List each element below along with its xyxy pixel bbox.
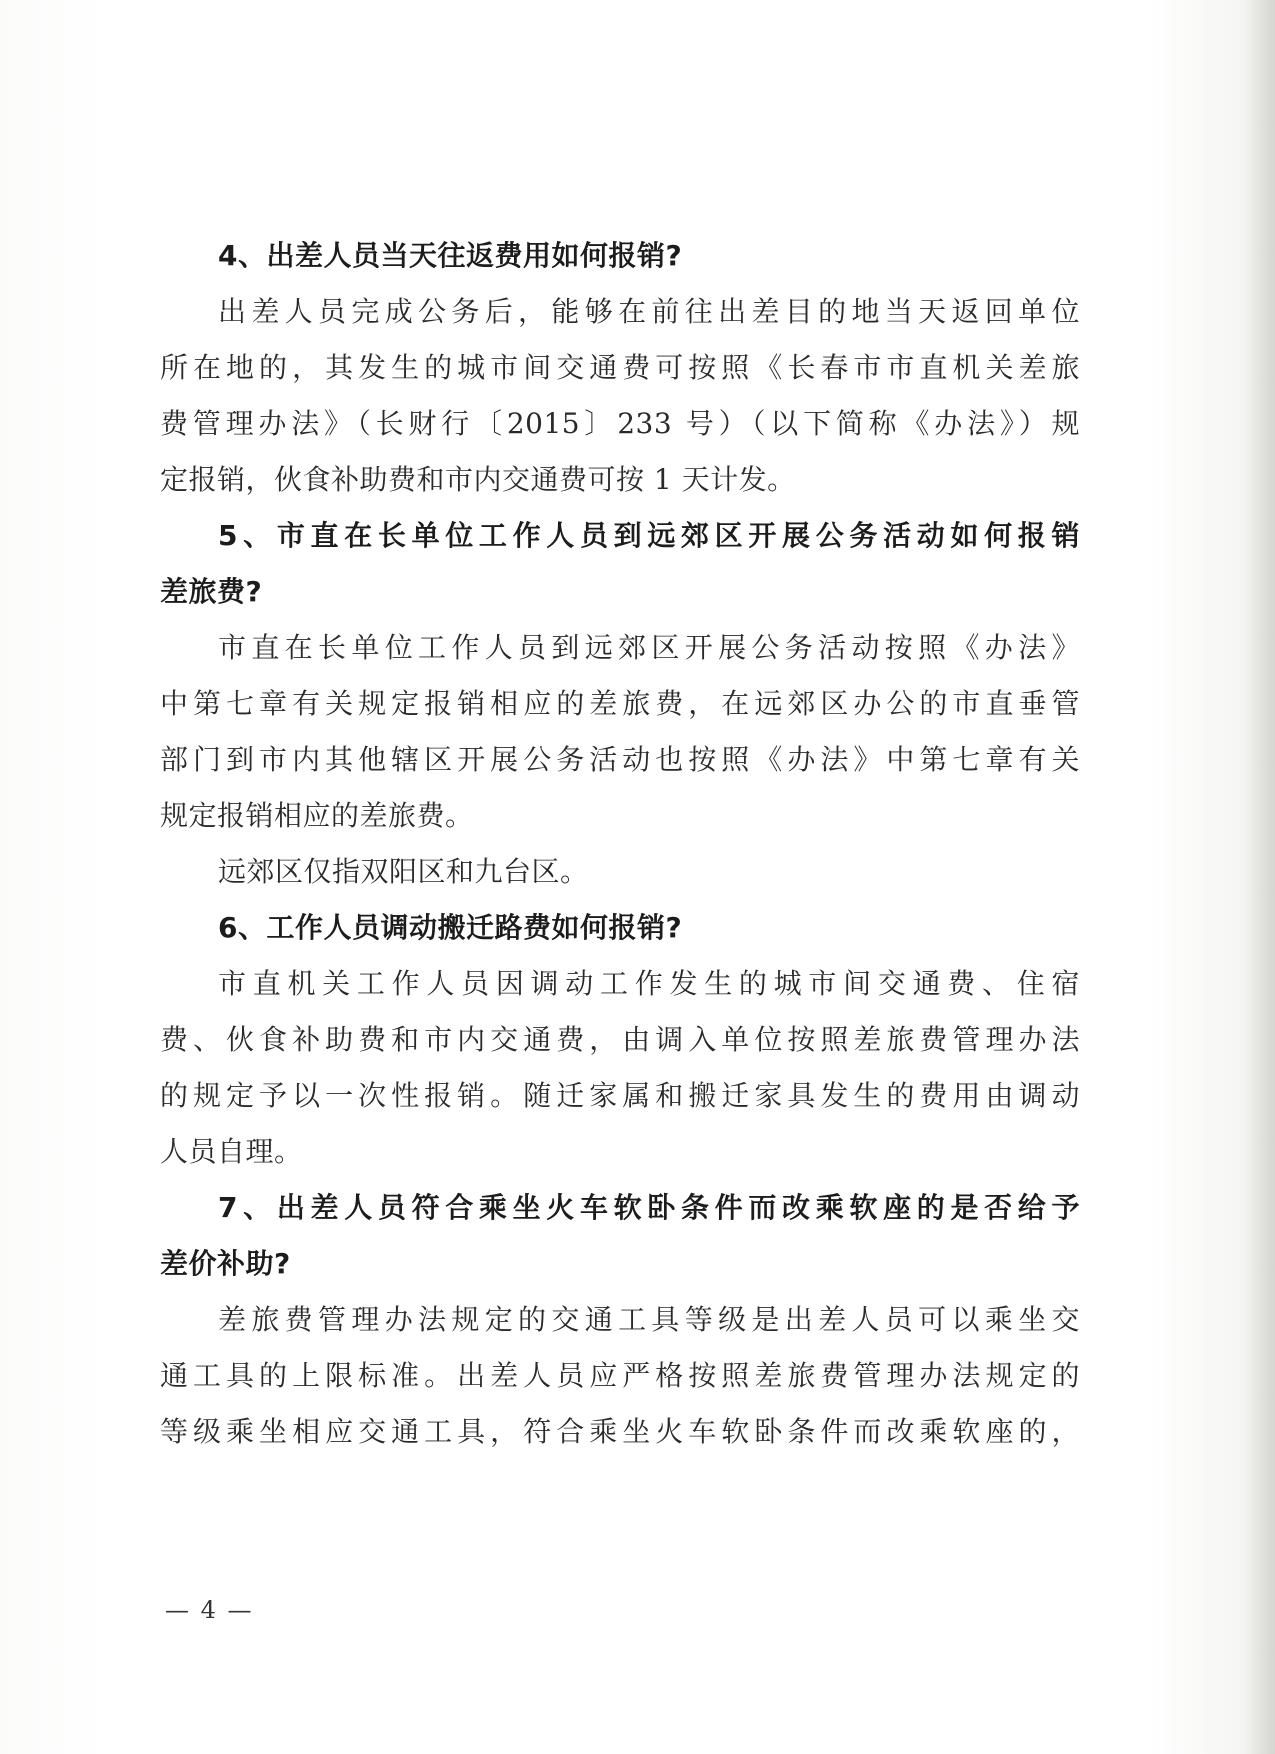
text-line: 差价补助? xyxy=(160,1247,291,1280)
page-edge-shadow xyxy=(1245,0,1275,1754)
text-line: 5、市直在长单位工作人员到远郊区开展公务活动如何报销 xyxy=(218,519,1080,552)
text-line: 出差人员完成公务后，能够在前往出差目的地当天返回单位 xyxy=(218,295,1080,328)
text-line: 4、出差人员当天往返费用如何报销? xyxy=(218,239,683,272)
text-line: 市直机关工作人员因调动工作发生的城市间交通费、住宿 xyxy=(218,967,1080,1000)
text-line: 差旅费? xyxy=(160,575,263,608)
text-line: 所在地的，其发生的城市间交通费可按照《长春市市直机关差旅 xyxy=(160,351,1080,384)
text-line: 通工具的上限标准。出差人员应严格按照差旅费管理办法规定的 xyxy=(160,1359,1080,1392)
text-line: 费、伙食补助费和市内交通费，由调入单位按照差旅费管理办法 xyxy=(160,1023,1080,1056)
text-line: 中第七章有关规定报销相应的差旅费，在远郊区办公的市直垂管 xyxy=(160,687,1080,720)
text-line: 远郊区仅指双阳区和九台区。 xyxy=(218,855,589,888)
text-line: 市直在长单位工作人员到远郊区开展公务活动按照《办法》 xyxy=(218,631,1080,664)
text-line: 等级乘坐相应交通工具，符合乘坐火车软卧条件而改乘软座的， xyxy=(160,1415,1080,1448)
text-line: 6、工作人员调动搬迁路费如何报销? xyxy=(218,911,683,944)
document-body xyxy=(160,228,1080,1460)
text-line: 7、出差人员符合乘坐火车软卧条件而改乘软座的是否给予 xyxy=(218,1191,1080,1224)
text-line: 部门到市内其他辖区开展公务活动也按照《办法》中第七章有关 xyxy=(160,743,1080,776)
text-line: 定报销，伙食补助费和市内交通费可按 1 天计发。 xyxy=(160,463,796,496)
page-number: — 4 — xyxy=(165,1596,254,1624)
text-line: 差旅费管理办法规定的交通工具等级是出差人员可以乘坐交 xyxy=(218,1303,1080,1336)
text-line: 的规定予以一次性报销。随迁家属和搬迁家具发生的费用由调动 xyxy=(160,1079,1080,1112)
text-line: 规定报销相应的差旅费。 xyxy=(160,799,474,832)
text-line: 人员自理。 xyxy=(160,1135,303,1168)
text-line: 费管理办法》（长财行〔2015〕233 号）（以下简称《办法》）规 xyxy=(160,407,1080,440)
